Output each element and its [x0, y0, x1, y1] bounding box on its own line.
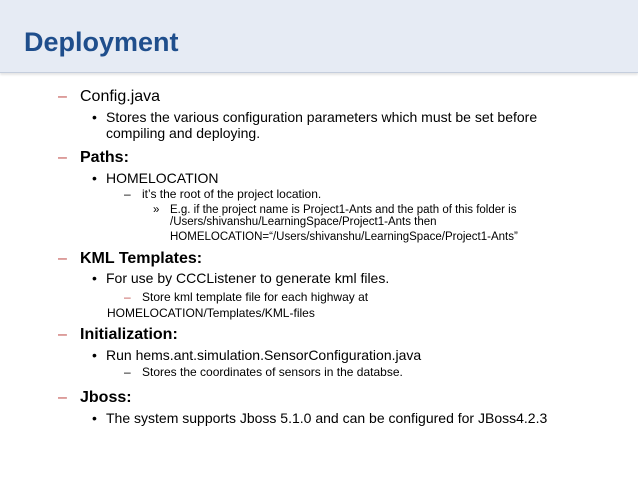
config-bullet-line2: compiling and deploying.: [106, 125, 261, 141]
bullet-marker: •: [92, 109, 97, 125]
dash-marker: –: [124, 290, 131, 304]
section-heading-kml: KML Templates:: [80, 250, 203, 267]
paths-bullet: HOMELOCATION: [106, 170, 219, 186]
dash-marker: –: [58, 326, 67, 343]
dash-marker: –: [58, 149, 67, 166]
paths-example-line3: HOMELOCATION=“/Users/shivanshu/LearningSpace/Project1-Ants”: [170, 231, 518, 243]
section-heading-paths: Paths:: [80, 149, 129, 166]
config-bullet-line1: Stores the various configuration parameters which must be set before: [106, 109, 538, 125]
dash-marker: –: [58, 88, 67, 105]
subsub-marker: »: [153, 204, 160, 216]
paths-example-line2: /Users/shivanshu/LearningSpace/Project1-Ants then: [170, 216, 437, 228]
bullet-marker: •: [92, 170, 97, 186]
paths-example-line1: E.g. if the project name is Project1-Ants and the path of this folder is: [170, 204, 517, 216]
bullet-marker: •: [92, 410, 97, 426]
dash-marker: –: [58, 250, 67, 267]
dash-marker: –: [124, 365, 131, 379]
bullet-marker: •: [92, 347, 97, 363]
section-heading-initialization: Initialization:: [80, 326, 178, 343]
initialization-bullet: Run hems.ant.simulation.SensorConfiguration.java: [106, 347, 422, 363]
section-heading-jboss: Jboss:: [80, 389, 132, 406]
paths-sub: it’s the root of the project location.: [142, 187, 322, 201]
dash-marker: –: [58, 389, 67, 406]
slide-title: Deployment: [24, 27, 179, 57]
kml-sub-line2: HOMELOCATION/Templates/KML-files: [107, 306, 315, 320]
kml-sub-line1: Store kml template file for each highway at: [142, 290, 369, 304]
section-heading-config: Config.java: [80, 88, 161, 105]
jboss-bullet: The system supports Jboss 5.1.0 and can be configured for JBoss4.2.3: [106, 410, 548, 426]
dash-marker: –: [124, 187, 131, 201]
kml-bullet: For use by CCCListener to generate kml files.: [106, 270, 390, 286]
bullet-marker: •: [92, 270, 97, 286]
initialization-sub: Stores the coordinates of sensors in the databse.: [142, 365, 403, 379]
title-bar: [0, 0, 638, 73]
